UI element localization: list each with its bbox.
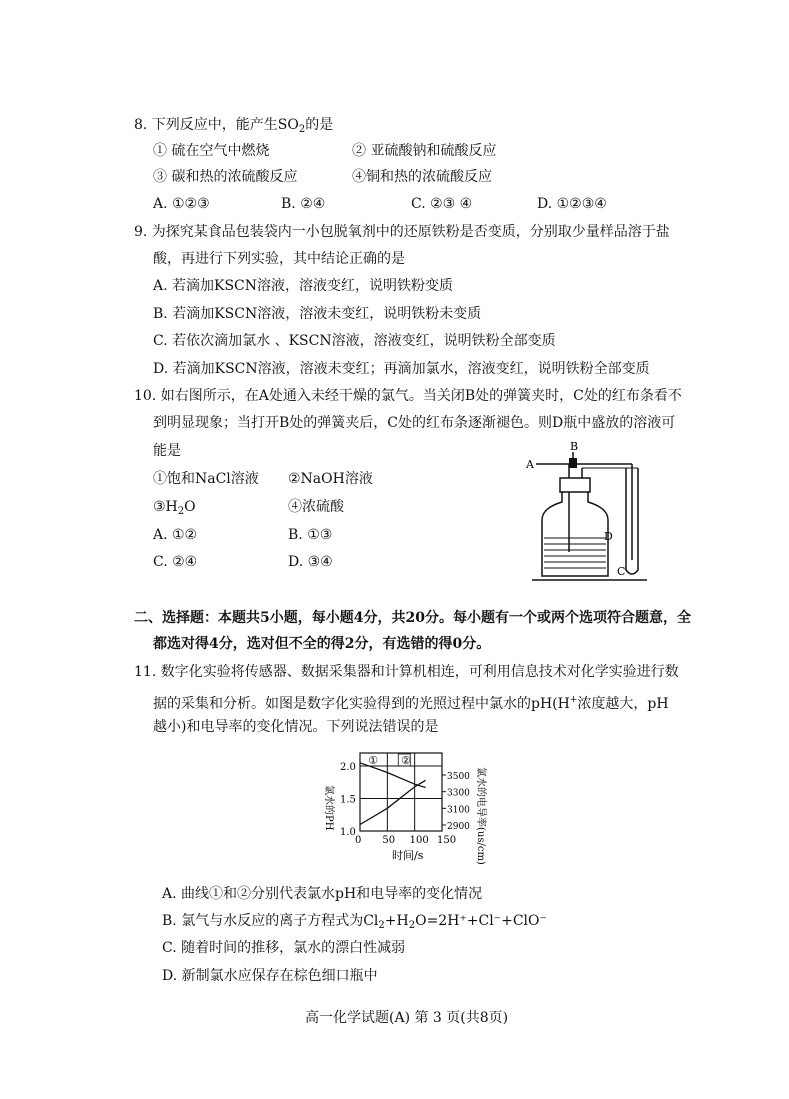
series-marker-1: ① bbox=[368, 754, 379, 767]
q10-option-3: $③H_2O$ bbox=[153, 499, 196, 517]
y-right-tick-label: 3300 bbox=[447, 788, 470, 799]
q11-stem-line1: 11. 数字化实验将传感器、数据采集器和计算机相连，可利用信息技术对化学实验进行数 bbox=[134, 664, 679, 680]
q11-stem-line3: 越小)和电导率的变化情况。下列说法错误的是 bbox=[153, 719, 439, 735]
q8-choice-d: D. ①②③④ bbox=[537, 196, 607, 212]
q10-stem-line3: 能是 bbox=[153, 443, 181, 459]
q10-choice-c: C. ②④ bbox=[153, 554, 198, 570]
series-marker-2: ② bbox=[401, 754, 411, 767]
y-right-tick-label: 2900 bbox=[447, 822, 470, 832]
x-tick-label: 0 bbox=[355, 835, 362, 846]
section2-heading-line2: 都选对得4分，选对但不全的得2分，有选错的得0分。 bbox=[153, 636, 491, 652]
q8-option-2: ② 亚硫酸钠和硫酸反应 bbox=[352, 143, 497, 159]
q8-option-1: ① 硫在空气中燃烧 bbox=[153, 143, 270, 159]
y-left-tick-label: 1.0 bbox=[340, 827, 356, 838]
liquid-lines bbox=[544, 538, 606, 568]
stopper bbox=[560, 478, 590, 492]
q8-option-3: ③ 碳和热的浓硫酸反应 bbox=[153, 169, 298, 185]
q10-option-4: ④浓硫酸 bbox=[288, 499, 344, 515]
y-right-tick-label: 3500 bbox=[447, 772, 470, 782]
q11-choice-a: A. 曲线①和②分别代表氯水pH和电导率的变化情况 bbox=[162, 886, 483, 902]
q11-choice-c: C. 随着时间的推移，氯水的漂白性减弱 bbox=[162, 940, 406, 956]
label-c: C bbox=[617, 565, 626, 578]
q9-stem-line1: 9. 为探究某食品包装袋内一小包脱氧剂中的还原铁粉是否变质，分别取少量样品溶于盐 bbox=[134, 224, 670, 240]
q9-stem-line2: 酸，再进行下列实验，其中结论正确的是 bbox=[153, 251, 405, 267]
label-b: B bbox=[570, 440, 579, 453]
q8-choice-b: B. ②④ bbox=[281, 196, 326, 212]
label-a: A bbox=[526, 458, 534, 471]
y-right-tick-label: 3100 bbox=[447, 805, 470, 816]
q8-stem: 8. 下列反应中，能产生$SO_2$的是 bbox=[134, 117, 334, 135]
q8-choice-c: C. ②③ ④ bbox=[411, 196, 473, 212]
q10-choice-a: A. ①② bbox=[153, 527, 198, 543]
q8-option-4: ④铜和热的浓硫酸反应 bbox=[352, 169, 492, 185]
y-right-label: 氯水的电导率(us/cm) bbox=[475, 767, 486, 865]
series-line bbox=[360, 780, 426, 824]
q11-choice-b: B. 氯气与水反应的离子方程式为$Cl_2+H_2O=2H^++Cl^-+ClO^-$ bbox=[162, 913, 547, 931]
q9-choice-b: B. 若滴加KSCN溶液，溶液未变红，说明铁粉未变质 bbox=[153, 306, 482, 322]
q9-choice-a: A. 若滴加KSCN溶液，溶液变红，说明铁粉变质 bbox=[153, 278, 454, 294]
x-tick-label: 50 bbox=[382, 835, 396, 846]
bottle-d bbox=[542, 492, 608, 576]
y-left-label: 氯水的PH bbox=[323, 785, 334, 831]
q10-stem-line2: 到明显现象；当打开B处的弹簧夹后，C处的红布条逐渐褪色。则D瓶中盛放的溶液可 bbox=[153, 415, 676, 431]
section2-heading-line1: 二、选择题：本题共5小题，每小题4分，共20分。每小题有一个或两个选项符合题意，全 bbox=[134, 610, 691, 626]
q11-choice-d: D. 新制氯水应保存在棕色细口瓶中 bbox=[162, 968, 378, 984]
q9-choice-c: C. 若依次滴加氯水 、KSCN溶液，溶液变红，说明铁粉全部变质 bbox=[153, 333, 556, 349]
q10-stem-line1: 10. 如右图所示，在A处通入未经干燥的氯气。当关闭B处的弹簧夹时，C处的红布条看不 bbox=[134, 388, 682, 404]
q10-choice-d: D. ③④ bbox=[288, 554, 333, 570]
y-left-tick-label: 1.5 bbox=[340, 794, 356, 806]
label-d: D bbox=[604, 530, 613, 543]
gas-washing-bottle-figure bbox=[522, 440, 652, 585]
ph-conductivity-chart bbox=[318, 745, 498, 870]
x-axis-label: 时间/s bbox=[392, 849, 424, 862]
q8-choice-a: A. ①②③ bbox=[153, 196, 210, 212]
q10-choice-b: B. ①③ bbox=[288, 527, 333, 543]
spring-clamp bbox=[569, 458, 577, 468]
y-left-tick-label: 2.0 bbox=[340, 762, 356, 773]
q10-option-2: ②NaOH溶液 bbox=[288, 471, 373, 487]
q11-stem-line2: 据的采集和分析。如图是数字化实验得到的光照过程中氯水的pH(H+浓度越大，pH bbox=[153, 695, 669, 712]
q9-choice-d: D. 若滴加KSCN溶液，溶液未变红；再滴加氯水，溶液变红，说明铁粉全部变质 bbox=[153, 361, 650, 377]
page-footer: 高一化学试题(A) 第 3 页(共8页) bbox=[305, 1010, 509, 1026]
x-tick-label: 150 bbox=[437, 835, 457, 846]
x-tick-label: 100 bbox=[409, 835, 429, 846]
q10-option-1: ①饱和NaCl溶液 bbox=[153, 471, 259, 487]
